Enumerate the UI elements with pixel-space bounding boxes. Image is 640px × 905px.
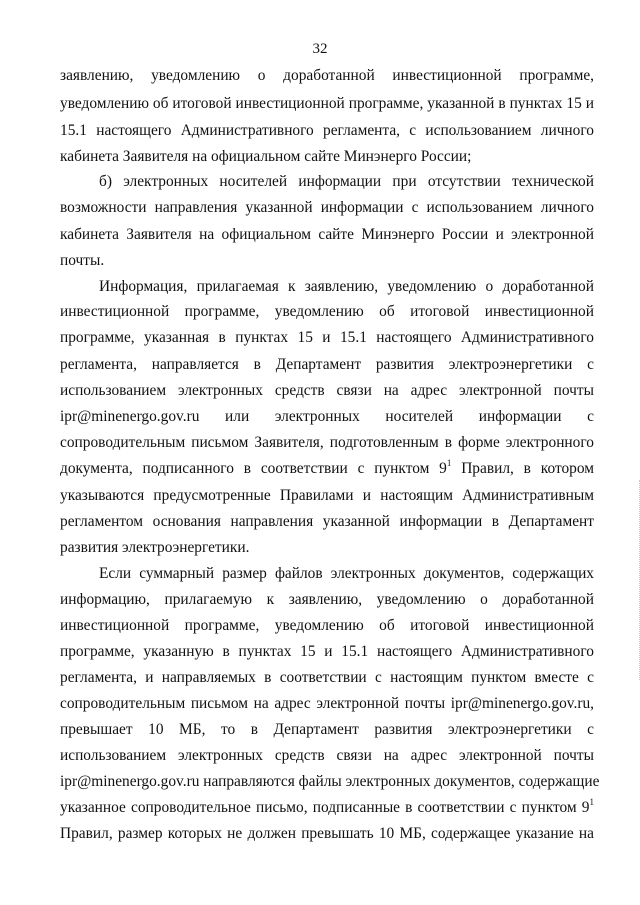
- text-line: программе, указанная в пунктах 15 и 15.1 настоящего Административного: [60, 329, 594, 346]
- text-line: сопроводительным письмом Заявителя, подготовленным в форме электронного: [60, 434, 594, 451]
- text-line: информацию, прилагаемую к заявлению, уведомлению о доработанной: [60, 591, 594, 608]
- text-line: регламента, и направляемых в соответствии с настоящим пунктом вместе с: [60, 669, 594, 686]
- text-line: регламентом основания направления указанной информации в Департамент: [60, 513, 594, 530]
- text-segment: документа, подписанного в соответствии с пунктом 9: [60, 460, 447, 477]
- text-line: возможности направления указанной информации с использованием личного: [60, 199, 594, 216]
- text-line: б) электронных носителей информации при отсутствии технической: [99, 173, 594, 190]
- page-number: 32: [312, 41, 328, 57]
- text-line: уведомлению об итоговой инвестиционной программе, указанной в пунктах 15 и: [60, 95, 594, 112]
- text-line: Если суммарный размер файлов электронных документов, содержащих: [99, 565, 594, 582]
- text-line: инвестиционной программе, уведомлению об итоговой инвестиционной: [60, 303, 594, 320]
- footnote-superscript: 1: [589, 796, 594, 807]
- text-line: кабинета Заявителя на официальном сайте Минэнерго России;: [60, 148, 472, 165]
- text-line: Информация, прилагаемая к заявлению, уведомлению о доработанной: [99, 278, 594, 295]
- text-line: использованием электронных средств связи на адрес электронной почты: [60, 382, 594, 399]
- scan-edge-marks: [636, 480, 640, 680]
- text-segment: указанное сопроводительное письмо, подписанные в соответствии с пунктом 9: [60, 799, 590, 816]
- text-line: ipr@minenergo.gov.ru или электронных носителей информации с: [60, 408, 594, 425]
- text-line: ipr@minenergo.gov.ru направляются файлы электронных документов, содержащие: [60, 773, 600, 790]
- text-line: инвестиционной программе, уведомлению об итоговой инвестиционной: [60, 617, 594, 634]
- text-line: Правил, размер которых не должен превышать 10 МБ, содержащее указание на: [60, 825, 594, 842]
- text-segment: Правил, в котором: [451, 460, 595, 477]
- text-line: использованием электронных средств связи на адрес электронной почты: [60, 747, 594, 764]
- text-line: программе, указанную в пунктах 15 и 15.1 настоящего Административного: [60, 643, 594, 660]
- text-line: развития электроэнергетики.: [60, 539, 250, 556]
- text-line: почты.: [60, 252, 105, 269]
- text-line: [60, 459, 594, 479]
- text-line: заявлению, уведомлению о доработанной инвестиционной программе,: [60, 67, 594, 84]
- text-line: регламента, направляется в Департамент развития электроэнергетики с: [60, 356, 594, 373]
- text-line: кабинета Заявителя на официальном сайте Минэнерго России и электронной: [60, 226, 594, 243]
- text-line: 15.1 настоящего Административного регламента, с использованием личного: [60, 122, 594, 139]
- text-line: [60, 798, 594, 818]
- text-line: сопроводительным письмом на адрес электронной почты ipr@minenergo.gov.ru,: [60, 695, 594, 712]
- footnote-superscript: 1: [446, 457, 452, 468]
- text-line: указываются предусмотренные Правилами и настоящим Административным: [60, 487, 594, 504]
- text-line: превышает 10 МБ, то в Департамент развития электроэнергетики с: [60, 721, 594, 738]
